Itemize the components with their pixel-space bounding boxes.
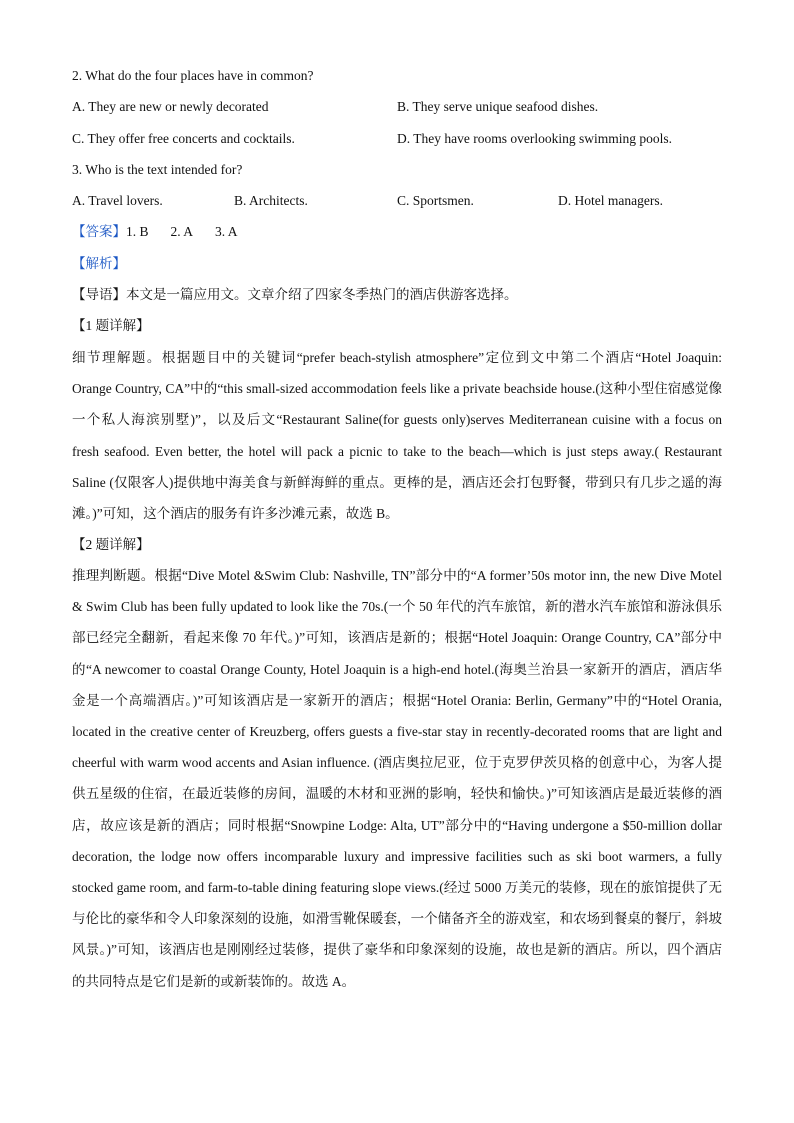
answer-item-3: 3. A [215, 224, 238, 239]
question-3-option-d: D. Hotel managers. [558, 193, 663, 208]
analysis-label: 【解析】 [72, 256, 126, 271]
question-3-stem: 3. Who is the text intended for? [72, 162, 243, 177]
question-2-stem: 2. What do the four places have in common? [72, 68, 314, 83]
q1-explanation: 细节理解题。根据题目中的关键词“prefer beach-stylish atmosphere”定位到文中第二个酒店“Hotel Joaquin: Orange Country, CA”中的“this small-sized accommodation feels like a private beachside house.(这种小型住宿感觉像一个私人海滨别墅)”，以及后文“Restaurant Saline(for guests only)serves Mediterranean cuisine with a focus on fresh seafood. Even better, the hotel will pack a picnic to take to the beach—which is just steps away.( Restaurant Saline (仅限客人)提供地中海美食与新鲜海鲜的重点。更棒的是，酒店还会打包野餐，带到只有几步之遥的海滩。)”可知，这个酒店的服务有许多沙滩元素，故选 B。 [72, 350, 722, 522]
question-3-option-c: C. Sportsmen. [397, 193, 474, 208]
question-2-option-c: C. They offer free concerts and cocktails. [72, 131, 295, 146]
answer-item-2: 2. A [170, 224, 194, 239]
analysis-intro: 【导语】本文是一篇应用文。文章介绍了四家冬季热门的酒店供游客选择。 [72, 287, 518, 302]
question-2-option-b: B. They serve unique seafood dishes. [397, 99, 599, 114]
question-2-option-d: D. They have rooms overlooking swimming pools. [397, 131, 672, 146]
question-2-option-a: A. They are new or newly decorated [72, 99, 269, 114]
answer-line [72, 223, 722, 241]
q2-heading: 【2 题详解】 [72, 537, 150, 552]
answer-item-1: 1. B [126, 224, 149, 239]
answer-label: 【答案】 [72, 224, 126, 239]
q2-explanation: 推理判断题。根据“Dive Motel &Swim Club: Nashville, TN”部分中的“A former’50s motor inn, the new Dive Motel & Swim Club has been fully updated to look like the 70s.(一个 50 年代的汽车旅馆，新的潜水汽车旅馆和游泳俱乐部已经完全翻新，看起来像 70 年代。)”可知，该酒店是新的；根据“Hotel Joaquin: Orange Country, CA”部分中的“A newcomer to coastal Orange County, Hotel Joaquin is a high-end hotel.(海奥兰治县一家新开的酒店，酒店华金是一个高端酒店。)”可知该酒店是一家新开的酒店；根据“Hotel Orania: Berlin, Germany”中的“Hotel Orania, located in the creative center of Kreuzberg, offers guests a five-star stay in recently-decorated rooms that are light and cheerful with warm wood accents and Asian influence. (酒店奥拉尼亚，位于克罗伊茨贝格的创意中心，为客人提供五星级的住宿，在最近装修的房间，温暖的木材和亚洲的影响，轻快和愉快。)”可知该酒店是最近装修的酒店，故应该是新的酒店；同时根据“Snowpine Lodge: Alta, UT”部分中的“Having undergone a $50-million dollar decoration, the lodge now offers incomparable luxury and impressive facilities such as ski boot warmers, a fully stocked game room, and farm-to-table dining featuring slope views.(经过 5000 万美元的装修，现在的旅馆提供了无与伦比的豪华和令人印象深刻的设施，如滑雪靴保暖套，一个储备齐全的游戏室，和农场到餐桌的餐厅，斜坡风景。)”可知，该酒店也是刚刚经过装修，提供了豪华和印象深刻的设施，故也是新的酒店。所以，四个酒店的共同特点是它们是新的或新装饰的。故选 A。 [72, 568, 722, 989]
question-3-option-b: B. Architects. [234, 193, 308, 208]
q1-heading: 【1 题详解】 [72, 318, 150, 333]
question-3-option-a: A. Travel lovers. [72, 193, 163, 208]
